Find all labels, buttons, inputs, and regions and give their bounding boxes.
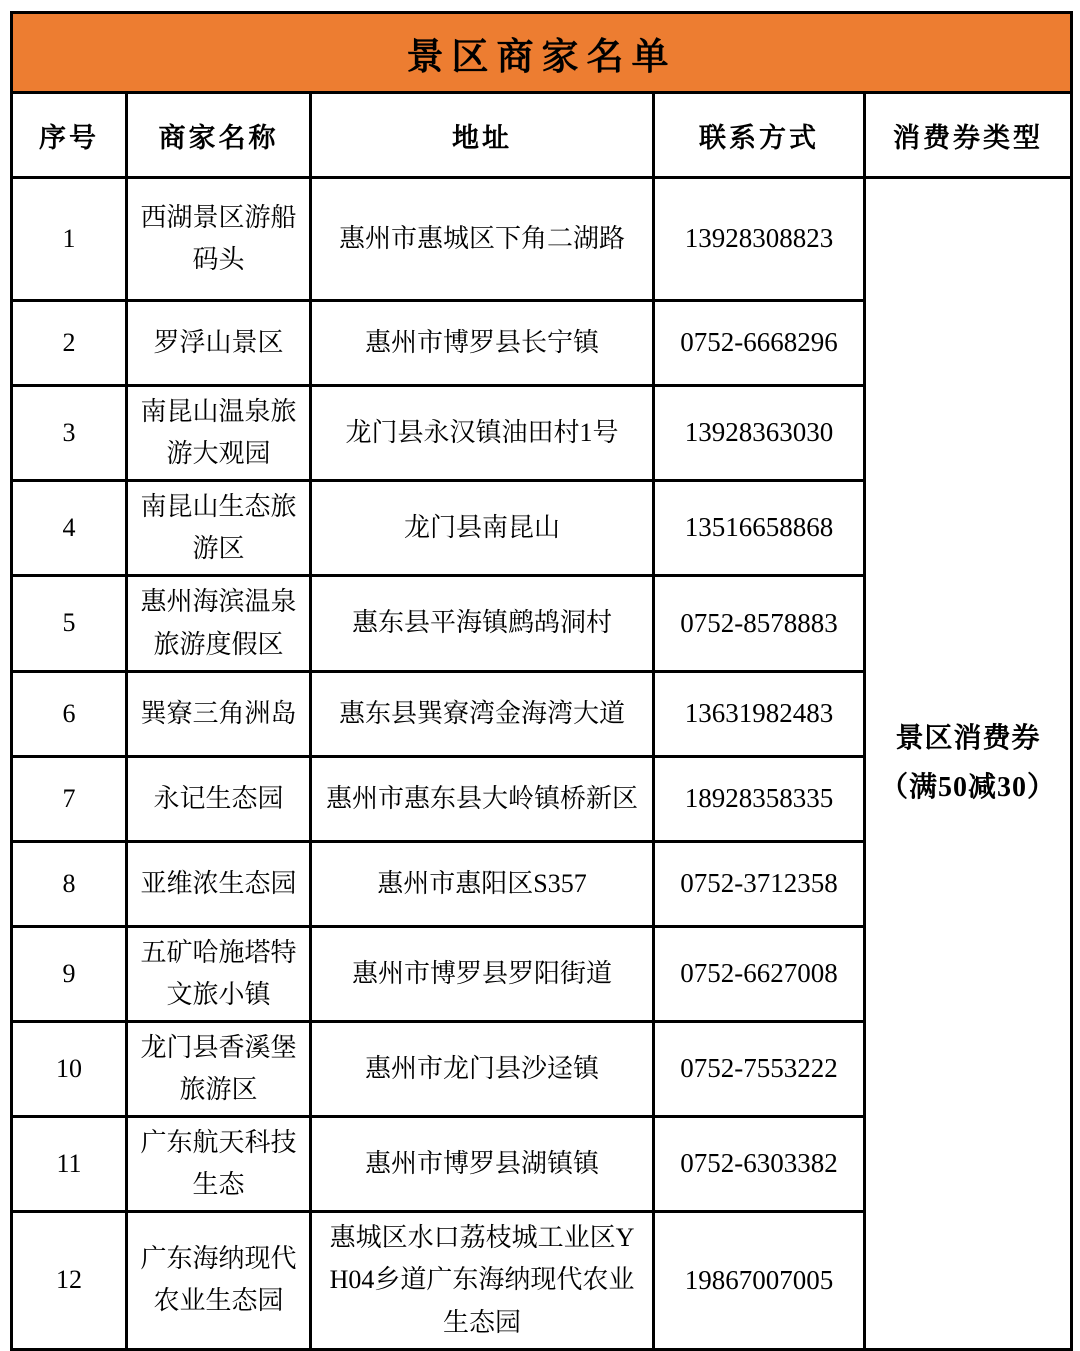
row-number-cell: 6 <box>12 671 127 756</box>
address-cell: 惠州市惠城区下角二湖路 <box>311 178 654 301</box>
merchant-name-cell: 广东航天科技生态 <box>127 1117 311 1212</box>
address-cell: 惠州市博罗县长宁镇 <box>311 301 654 386</box>
contact-cell: 0752-8578883 <box>654 576 865 671</box>
column-header-no: 序号 <box>12 93 127 178</box>
contact-cell: 13928308823 <box>654 178 865 301</box>
row-number-cell: 10 <box>12 1021 127 1116</box>
merchant-name-cell: 南昆山生态旅游区 <box>127 481 311 576</box>
address-cell: 惠州市博罗县罗阳街道 <box>311 926 654 1021</box>
coupon-type-cell <box>865 178 1072 1350</box>
row-number-cell: 2 <box>12 301 127 386</box>
table-title-row <box>12 13 1072 93</box>
row-number-cell: 4 <box>12 481 127 576</box>
address-cell: 惠州市博罗县湖镇镇 <box>311 1117 654 1212</box>
contact-cell: 0752-6303382 <box>654 1117 865 1212</box>
coupon-type-line1: 景区消费券 <box>895 723 1041 755</box>
row-number-cell: 3 <box>12 386 127 481</box>
row-number-cell: 9 <box>12 926 127 1021</box>
address-cell: 龙门县南昆山 <box>311 481 654 576</box>
column-header-name: 商家名称 <box>127 93 311 178</box>
contact-cell: 0752-6668296 <box>654 301 865 386</box>
address-cell: 惠城区水口荔枝城工业区YH04乡道广东海纳现代农业生态园 <box>311 1212 654 1349</box>
address-cell: 惠东县平海镇鹧鸪洞村 <box>311 576 654 671</box>
merchant-name-cell: 龙门县香溪堡旅游区 <box>127 1021 311 1116</box>
merchant-name-cell: 惠州海滨温泉旅游度假区 <box>127 576 311 671</box>
merchant-name-cell: 亚维浓生态园 <box>127 841 311 926</box>
merchant-name-cell: 罗浮山景区 <box>127 301 311 386</box>
merchant-name-cell: 南昆山温泉旅游大观园 <box>127 386 311 481</box>
contact-cell: 13928363030 <box>654 386 865 481</box>
merchant-name-cell: 巽寮三角洲岛 <box>127 671 311 756</box>
row-number-cell: 8 <box>12 841 127 926</box>
contact-cell: 13631982483 <box>654 671 865 756</box>
contact-cell: 13516658868 <box>654 481 865 576</box>
address-cell: 惠州市龙门县沙迳镇 <box>311 1021 654 1116</box>
address-cell: 惠州市惠阳区S357 <box>311 841 654 926</box>
row-number-cell: 11 <box>12 1117 127 1212</box>
row-number-cell: 5 <box>12 576 127 671</box>
column-header-contact: 联系方式 <box>654 93 865 178</box>
merchant-name-cell: 永记生态园 <box>127 756 311 841</box>
contact-cell: 18928358335 <box>654 756 865 841</box>
row-number-cell: 7 <box>12 756 127 841</box>
merchant-name-cell: 五矿哈施塔特文旅小镇 <box>127 926 311 1021</box>
contact-cell: 0752-7553222 <box>654 1021 865 1116</box>
coupon-type-line2: （满50减30） <box>880 772 1057 804</box>
column-header-address: 地址 <box>311 93 654 178</box>
merchant-name-cell: 西湖景区游船码头 <box>127 178 311 301</box>
merchant-name-cell: 广东海纳现代农业生态园 <box>127 1212 311 1349</box>
table-header-row <box>12 93 1072 178</box>
row-number-cell: 1 <box>12 178 127 301</box>
table-row <box>12 178 1072 301</box>
contact-cell: 0752-3712358 <box>654 841 865 926</box>
address-cell: 惠东县巽寮湾金海湾大道 <box>311 671 654 756</box>
merchant-table <box>10 11 1073 1351</box>
column-header-coupon: 消费券类型 <box>865 93 1072 178</box>
contact-cell: 0752-6627008 <box>654 926 865 1021</box>
address-cell: 惠州市惠东县大岭镇桥新区 <box>311 756 654 841</box>
page-title: 景区商家名单 <box>12 13 1072 93</box>
row-number-cell: 12 <box>12 1212 127 1349</box>
contact-cell: 19867007005 <box>654 1212 865 1349</box>
address-cell: 龙门县永汉镇油田村1号 <box>311 386 654 481</box>
